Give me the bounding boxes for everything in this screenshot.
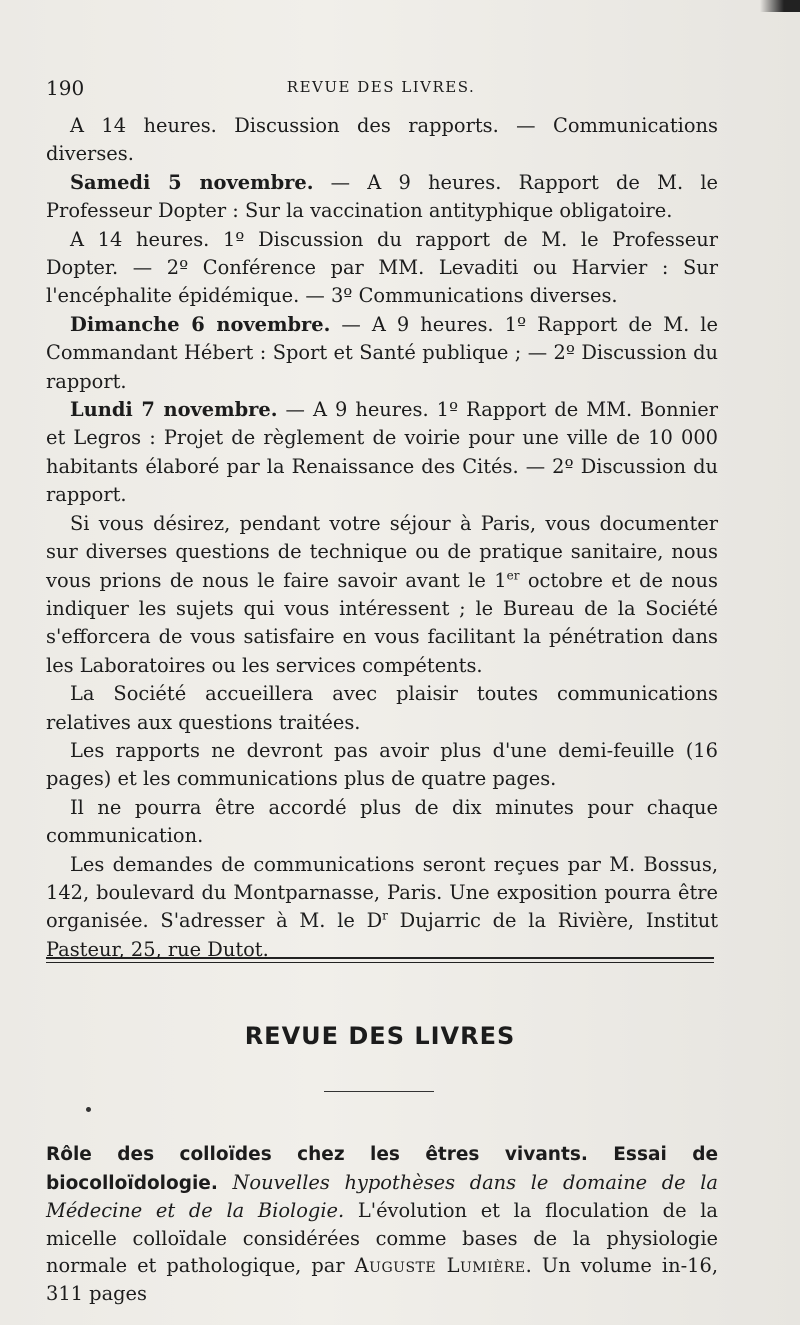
title-underline (324, 1091, 434, 1092)
page-number: 190 (46, 76, 85, 100)
day-heading: Samedi 5 novembre. (70, 170, 314, 194)
paragraph (46, 311, 718, 396)
superscript: r (382, 908, 388, 923)
paragraph: A 14 heures. 1º Discussion du rapport de M. le Professeur Dopter. — 2º Conférence par MM. Levaditi ou Harvier : Sur l'encéphalite épidémique. — 3º Communications diverses. (46, 227, 718, 308)
double-rule-divider (46, 957, 714, 963)
scan-edge-shadow (760, 0, 800, 12)
day-heading: Lundi 7 novembre. (70, 398, 278, 422)
paragraph-text: Les demandes de communications seront reçues par M. Bossus, 142, boulevard du Montparnasse, Paris. Une exposition pourra être organisée. S'adresser à M. le D (46, 852, 718, 933)
paragraph: Il ne pourra être accordé plus de dix minutes pour chaque communication. (46, 795, 718, 848)
paragraph-text: — A 9 heures. Rapport de M. le Professeur Dopter : Sur la vaccination antityphique obligatoire. (46, 170, 718, 223)
paragraph-text: — A 9 heures. 1º Rapport de MM. Bonnier et Legros : Projet de règlement de voirie pour une ville de 10 000 habitants élaboré par la Renaissance des Cités. — 2º Discussion du rapport. (46, 398, 719, 507)
book-review (46, 1140, 718, 1307)
paragraph (46, 510, 718, 680)
review-text: L'évolution et la floculation de la micelle colloïdale considérées comme bases de la physiologie normale et pathologique, par (46, 1199, 718, 1277)
review-heading: Rôle des colloïdes chez les êtres vivants. Essai de biocolloïdologie. (46, 1144, 718, 1194)
paragraph (46, 396, 718, 510)
day-heading: Dimanche 6 novembre. (70, 312, 331, 336)
paragraph-text: octobre et de nous indiquer les sujets qui vous intéressent ; le Bureau de la Société s'efforcera de vous satisfaire en vous facilitant la pénétration dans les Laboratoires ou les services compétents. (46, 568, 718, 677)
paragraph-text: Dujarric de la Rivière, Institut Pasteur, 25, rue Dutot. (46, 909, 718, 961)
paragraph: Les rapports ne devront pas avoir plus d'une demi-feuille (16 pages) et les communications plus de quatre pages. (46, 738, 718, 791)
body-text (46, 112, 718, 964)
paragraph: La Société accueillera avec plaisir toutes communications relatives aux questions traitées. (46, 682, 718, 734)
paragraph-text: — A 9 heures. 1º Rapport de M. le Commandant Hébert : Sport et Santé publique ; — 2º Discussion du rapport. (46, 312, 718, 393)
review-author: Auguste Lumière (354, 1254, 526, 1277)
ink-speck (86, 1107, 91, 1112)
paragraph (46, 851, 718, 965)
section-title: REVUE DES LIVRES (244, 1022, 516, 1050)
paragraph (46, 169, 718, 226)
running-title: REVUE DES LIVRES. (286, 78, 476, 96)
review-subtitle: Nouvelles hypothèses dans le domaine de la Médecine et de la Biologie. (46, 1170, 718, 1222)
review-text: . Un volume in-16, 311 pages (46, 1254, 719, 1305)
paragraph: A 14 heures. Discussion des rapports. — Communications diverses. (46, 114, 718, 166)
superscript: er (506, 568, 520, 583)
page-header (46, 76, 716, 100)
paragraph-text: Si vous désirez, pendant votre séjour à Paris, vous documenter sur diverses questions de technique ou de pratique sanitaire, nous vous prions de nous le faire savoir avant le 1 (46, 511, 718, 592)
